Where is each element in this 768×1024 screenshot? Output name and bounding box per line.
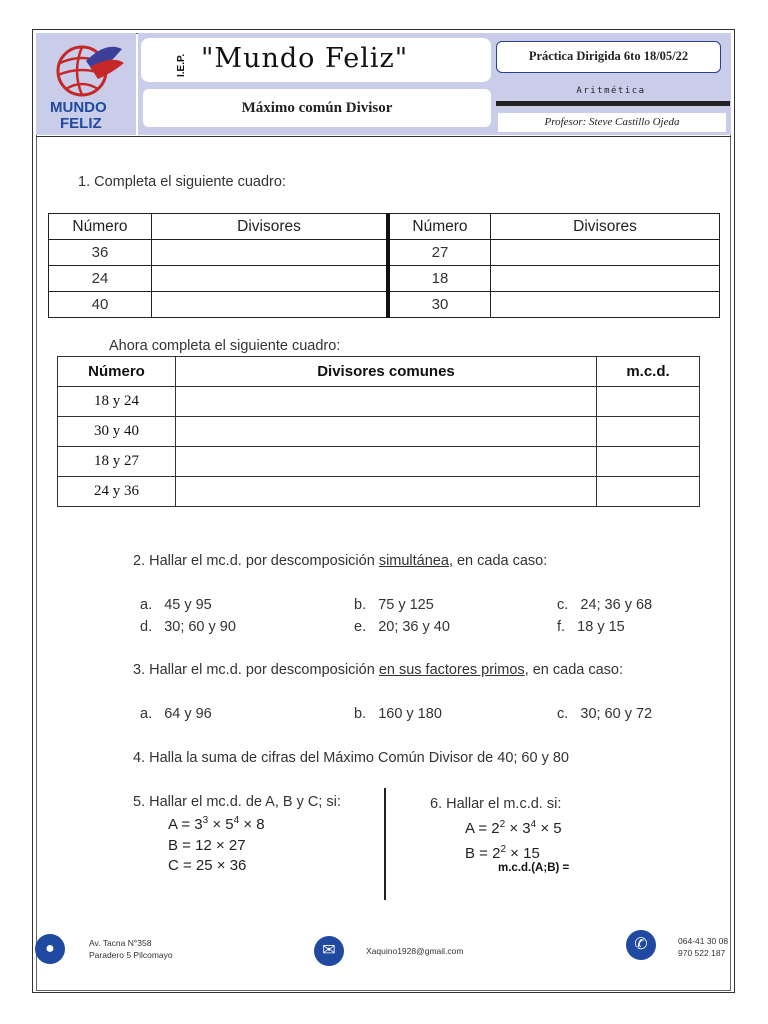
globe-logo-icon bbox=[36, 33, 136, 103]
number-cell: 27 bbox=[388, 240, 491, 266]
option-letter: a. bbox=[140, 706, 153, 722]
mail-icon: ✉ bbox=[314, 936, 344, 966]
prompt-text: 2. Hallar el mc.d. por descomposición bbox=[133, 553, 379, 569]
table-row bbox=[49, 292, 720, 318]
option-item bbox=[140, 706, 212, 722]
header bbox=[36, 33, 731, 137]
option-text: 30; 60 y 90 bbox=[164, 619, 236, 635]
option-text: 45 y 95 bbox=[164, 597, 212, 613]
option-letter: b. bbox=[354, 706, 367, 722]
mcd-answer-cell[interactable] bbox=[597, 477, 700, 507]
column-divider bbox=[384, 788, 386, 900]
prompt-text: 3. Hallar el mc.d. por descomposición bbox=[133, 662, 379, 678]
eq-part: A = 3 bbox=[168, 816, 203, 833]
location-pin-icon: ● bbox=[35, 934, 65, 964]
topic-title: Máximo común Divisor bbox=[143, 89, 491, 127]
phone-number[interactable]: 970 522 187 bbox=[678, 948, 726, 958]
option-item bbox=[354, 597, 434, 613]
option-letter: c. bbox=[557, 706, 569, 722]
option-item bbox=[140, 619, 236, 635]
number-cell: 40 bbox=[49, 292, 152, 318]
option-letter: c. bbox=[557, 597, 569, 613]
option-item bbox=[354, 706, 442, 722]
option-letter: a. bbox=[140, 597, 153, 613]
question-6-prompt: 6. Hallar el m.c.d. si: bbox=[430, 796, 562, 812]
address-line: Paradero 5 Pilcomayo bbox=[89, 950, 173, 960]
equation-c: C = 25 × 36 bbox=[168, 857, 247, 874]
eq-exponent: 4 bbox=[530, 819, 537, 830]
logo-word-2: FELIZ bbox=[60, 115, 102, 132]
option-text: 18 y 15 bbox=[577, 619, 625, 635]
option-text: 20; 36 y 40 bbox=[378, 619, 450, 635]
common-divisors-prompt: Ahora completa el siguiente cuadro: bbox=[109, 338, 341, 354]
divisors-answer-cell[interactable] bbox=[152, 266, 389, 292]
logo-word-1: MUNDO bbox=[50, 99, 107, 116]
option-item bbox=[557, 619, 625, 635]
footer-address bbox=[89, 937, 173, 961]
prompt-text: , en cada caso: bbox=[448, 553, 548, 569]
option-item bbox=[140, 597, 212, 613]
option-item bbox=[557, 706, 652, 722]
prompt-emphasis: en sus factores primos bbox=[378, 662, 525, 678]
option-letter: d. bbox=[140, 619, 153, 635]
common-divisors-answer-cell[interactable] bbox=[176, 447, 597, 477]
eq-part: A = 2 bbox=[465, 820, 500, 837]
school-logo bbox=[36, 33, 136, 135]
pair-cell: 30 y 40 bbox=[58, 417, 176, 447]
option-letter: f. bbox=[557, 619, 566, 635]
eq-part: × 3 bbox=[505, 820, 531, 837]
question-3-prompt bbox=[133, 662, 623, 678]
equation-b bbox=[465, 844, 540, 862]
mcd-answer-cell[interactable] bbox=[597, 447, 700, 477]
equation-a bbox=[168, 815, 265, 833]
mcd-answer-label: m.c.d.(A;B) = bbox=[498, 862, 570, 874]
option-text: 24; 36 y 68 bbox=[580, 597, 653, 613]
table-row bbox=[49, 240, 720, 266]
common-divisors-answer-cell[interactable] bbox=[176, 417, 597, 447]
divisors-answer-cell[interactable] bbox=[491, 240, 720, 266]
eq-part: × 8 bbox=[239, 816, 265, 833]
divisors-table bbox=[48, 213, 720, 318]
equation-a bbox=[465, 819, 562, 837]
divisors-answer-cell[interactable] bbox=[491, 266, 720, 292]
practice-label: Práctica Dirigida 6to 18/05/22 bbox=[496, 41, 721, 73]
table-row bbox=[58, 477, 700, 507]
footer-phones bbox=[678, 935, 728, 959]
table-row bbox=[49, 266, 720, 292]
pair-cell: 24 y 36 bbox=[58, 477, 176, 507]
option-text: 30; 60 y 72 bbox=[580, 706, 653, 722]
number-cell: 18 bbox=[388, 266, 491, 292]
question-4-prompt: 4. Halla la suma de cifras del Máximo Común Divisor de 40; 60 y 80 bbox=[133, 750, 569, 766]
question-5-prompt: 5. Hallar el mc.d. de A, B y C; si: bbox=[133, 794, 341, 810]
mcd-answer-cell[interactable] bbox=[597, 417, 700, 447]
address-line: Av. Tacna N°358 bbox=[89, 938, 152, 948]
col-header-number-2: Número bbox=[388, 214, 491, 240]
option-text: 64 y 96 bbox=[164, 706, 212, 722]
col-header-number-1: Número bbox=[49, 214, 152, 240]
teacher-label: Profesor: Steve Castillo Ojeda bbox=[498, 113, 726, 132]
number-cell: 36 bbox=[49, 240, 152, 266]
table-row bbox=[58, 387, 700, 417]
option-letter: b. bbox=[354, 597, 367, 613]
prompt-emphasis: simultánea bbox=[378, 553, 449, 569]
col-header-common-divisors: Divisores comunes bbox=[176, 357, 597, 387]
question-2-prompt bbox=[133, 553, 547, 569]
col-header-mcd: m.c.d. bbox=[597, 357, 700, 387]
eq-part: × 5 bbox=[536, 820, 562, 837]
subject-label: Aritmética bbox=[576, 86, 646, 96]
table-row bbox=[58, 447, 700, 477]
eq-exponent: 4 bbox=[233, 815, 240, 826]
divisors-answer-cell[interactable] bbox=[152, 240, 389, 266]
pair-cell: 18 y 27 bbox=[58, 447, 176, 477]
prompt-text: , en cada caso: bbox=[524, 662, 624, 678]
col-header-number: Número bbox=[58, 357, 176, 387]
option-item bbox=[557, 597, 652, 613]
option-text: 75 y 125 bbox=[378, 597, 434, 613]
equation-b: B = 12 × 27 bbox=[168, 837, 246, 854]
pair-cell: 18 y 24 bbox=[58, 387, 176, 417]
phone-number[interactable]: 064-41 30 08 bbox=[678, 936, 729, 946]
divisors-answer-cell[interactable] bbox=[491, 292, 720, 318]
eq-part: B = 2 bbox=[465, 845, 501, 862]
divisors-answer-cell[interactable] bbox=[152, 292, 389, 318]
eq-part: × 15 bbox=[506, 845, 540, 862]
iep-label: I.E.P. bbox=[176, 53, 187, 77]
table-header-row bbox=[58, 357, 700, 387]
eq-part: × 5 bbox=[208, 816, 234, 833]
common-divisors-table bbox=[57, 356, 700, 507]
eq-exponent: 2 bbox=[499, 819, 506, 830]
eq-exponent: 2 bbox=[500, 844, 507, 855]
subject-divider bbox=[496, 101, 730, 106]
table-header-row bbox=[49, 214, 720, 240]
mcd-answer-cell[interactable] bbox=[597, 387, 700, 417]
number-cell: 30 bbox=[388, 292, 491, 318]
option-item bbox=[354, 619, 450, 635]
phone-icon: ✆ bbox=[626, 930, 656, 960]
number-cell: 24 bbox=[49, 266, 152, 292]
footer-email[interactable]: Xaquino1928@gmail.com bbox=[366, 946, 464, 956]
option-text: 160 y 180 bbox=[378, 706, 442, 722]
table-row bbox=[58, 417, 700, 447]
option-letter: e. bbox=[354, 619, 367, 635]
common-divisors-answer-cell[interactable] bbox=[176, 477, 597, 507]
col-header-divisors-1: Divisores bbox=[152, 214, 389, 240]
eq-exponent: 3 bbox=[202, 815, 209, 826]
common-divisors-answer-cell[interactable] bbox=[176, 387, 597, 417]
question-1-prompt: 1. Completa el siguiente cuadro: bbox=[78, 174, 286, 190]
col-header-divisors-2: Divisores bbox=[491, 214, 720, 240]
school-title: "Mundo Feliz" bbox=[201, 43, 409, 74]
